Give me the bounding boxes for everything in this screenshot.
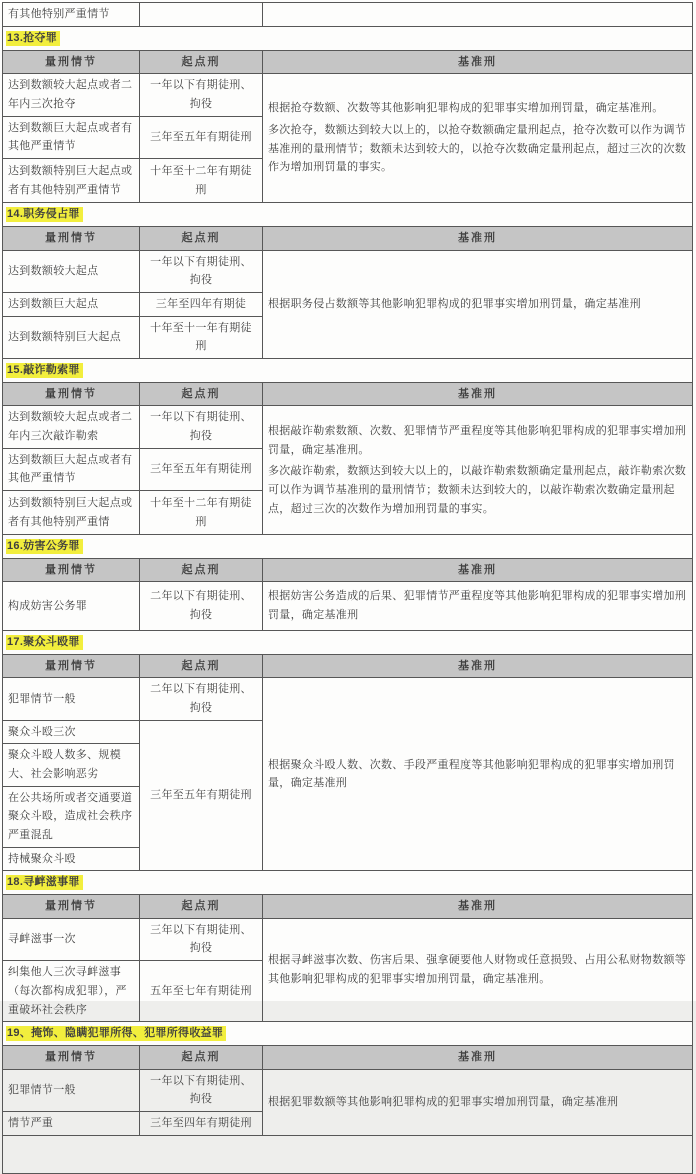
circumstance-cell: 情节严重: [3, 1111, 140, 1135]
baseline-cell: [263, 406, 693, 535]
column-header-row: [3, 654, 693, 678]
table-row: [3, 1135, 693, 1173]
column-header-circumstance: 量刑情节: [3, 1045, 140, 1069]
section-title-row: [3, 27, 693, 51]
penalty-cell: 一年以下有期徒刑、拘役: [140, 250, 263, 292]
section-title-18: [3, 871, 693, 895]
baseline-cell: [263, 250, 693, 358]
section-title-14: [3, 203, 693, 227]
penalty-cell: 十年至十二年有期徒刑: [140, 491, 263, 535]
circumstance-cell: 达到数额特别巨大起点或者有其他特别严重情: [3, 491, 140, 535]
column-header-baseline: 基准刑: [263, 558, 693, 582]
empty-cell: [3, 1135, 693, 1173]
highlighted-title: 18.寻衅滋事罪: [6, 875, 83, 890]
section-title-row: [3, 358, 693, 382]
column-header-circumstance: 量刑情节: [3, 50, 140, 74]
column-header-circumstance: 量刑情节: [3, 226, 140, 250]
circumstance-cell: 寻衅滋事一次: [3, 918, 140, 960]
circumstance-cell: 犯罪情节一般: [3, 678, 140, 720]
section-title-row: [3, 1022, 693, 1046]
table-row: [3, 250, 693, 292]
table-row: [3, 678, 693, 720]
circumstance-cell: 达到数额较大起点: [3, 250, 140, 292]
column-header-baseline: 基准刑: [263, 654, 693, 678]
section-title-16: [3, 535, 693, 559]
circumstance-cell: 犯罪情节一般: [3, 1069, 140, 1111]
column-header-circumstance: 量刑情节: [3, 558, 140, 582]
baseline-paragraph: 根据聚众斗殴人数、次数、手段严重程度等其他影响犯罪构成的犯罪事实增加刑罚量，确定基准刑: [268, 758, 675, 790]
highlighted-title: 14.职务侵占罪: [6, 207, 83, 222]
section-title-row: [3, 203, 693, 227]
circumstance-cell: 纠集他人三次寻衅滋事（每次都构成犯罪），严重破坏社会秩序: [3, 961, 140, 1022]
baseline-paragraph: 多次敲诈勒索，数额达到较大以上的，以敲诈勒索数额确定量刑起点，敲诈勒索次数可以作为调节基准刑的量刑情节；数额未达到较大的，以敲诈勒索次数确定量刑起点，超过三次的次数作为增加刑罚量的事实。: [268, 465, 687, 515]
column-header-row: [3, 1045, 693, 1069]
highlighted-title: 17.聚众斗殴罪: [6, 635, 83, 650]
circumstance-cell: 有其他特别严重情节: [3, 3, 140, 27]
baseline-paragraph: 根据寻衅滋事次数、伤害后果、强拿硬要他人财物或任意损毁、占用公私财物数额等其他影响犯罪构成的犯罪事实增加刑罚量，确定基准刑。: [268, 954, 687, 985]
penalty-cell: 五年至七年有期徒刑: [140, 961, 263, 1022]
section-title-row: [3, 535, 693, 559]
column-header-starting: 起点刑: [140, 1045, 263, 1069]
baseline-cell: [263, 3, 693, 27]
penalty-cell: 三年以下有期徒刑、拘役: [140, 918, 263, 960]
section-title-13: [3, 27, 693, 51]
table-row: [3, 3, 693, 27]
penalty-cell: 一年以下有期徒刑、拘役: [140, 406, 263, 448]
section-title-row: [3, 630, 693, 654]
penalty-cell: [140, 3, 263, 27]
baseline-paragraph: 根据犯罪数额等其他影响犯罪构成的犯罪事实增加刑罚量，确定基准刑: [268, 1095, 619, 1108]
circumstance-cell: 聚众斗殴三次: [3, 720, 140, 744]
table-row: [3, 1069, 693, 1111]
column-header-baseline: 基准刑: [263, 226, 693, 250]
column-header-row: [3, 382, 693, 406]
column-header-row: [3, 50, 693, 74]
table-row: [3, 582, 693, 630]
penalty-cell: 二年以下有期徒刑、拘役: [140, 582, 263, 630]
baseline-cell: [263, 918, 693, 1021]
column-header-row: [3, 895, 693, 919]
section-title-17: [3, 630, 693, 654]
circumstance-cell: 聚众斗殴人数多、规模大、社会影响恶劣: [3, 744, 140, 786]
column-header-starting: 起点刑: [140, 654, 263, 678]
baseline-cell: [263, 1069, 693, 1135]
circumstance-cell: 持械聚众斗殴: [3, 847, 140, 871]
penalty-cell: 二年以下有期徒刑、拘役: [140, 678, 263, 720]
penalty-cell: 一年以下有期徒刑、拘役: [140, 74, 263, 116]
circumstance-cell: 达到数额巨大起点或者有其他严重情节: [3, 448, 140, 490]
highlighted-title: 16.妨害公务罪: [6, 539, 83, 554]
column-header-circumstance: 量刑情节: [3, 654, 140, 678]
circumstance-cell: 达到数额巨大起点: [3, 292, 140, 316]
section-title-15: [3, 358, 693, 382]
baseline-paragraph: 根据妨害公务造成的后果、犯罪情节严重程度等其他影响犯罪构成的犯罪事实增加刑罚量，确定基准刑: [268, 590, 687, 622]
column-header-baseline: 基准刑: [263, 895, 693, 919]
circumstance-cell: 达到数额较大起点或者二年内三次抢夺: [3, 74, 140, 116]
penalty-cell: 三年至五年有期徒刑: [140, 116, 263, 158]
section-title-19: [3, 1022, 693, 1046]
baseline-paragraph: 根据抢夺数额、次数等其他影响犯罪构成的犯罪事实增加刑罚量，确定基准刑。: [268, 102, 664, 115]
column-header-row: [3, 558, 693, 582]
penalty-cell: 十年至十二年有期徒刑: [140, 159, 263, 203]
baseline-cell: [263, 582, 693, 630]
column-header-circumstance: 量刑情节: [3, 382, 140, 406]
baseline-paragraph: 多次抢夺，数额达到较大以上的，以抢夺数额确定量刑起点，抢夺次数可以作为调节基准刑的量刑情节；数额未达到较大的，以抢夺次数确定量刑起点，超过三次的次数作为增加刑罚量的事实。: [268, 124, 687, 174]
penalty-cell: 三年至五年有期徒刑: [140, 448, 263, 490]
circumstance-cell: 在公共场所或者交通要道聚众斗殴，造成社会秩序严重混乱: [3, 786, 140, 847]
highlighted-title: 19、掩饰、隐瞒犯罪所得、犯罪所得收益罪: [6, 1026, 226, 1041]
table-row: [3, 406, 693, 448]
column-header-baseline: 基准刑: [263, 50, 693, 74]
section-title-row: [3, 871, 693, 895]
circumstance-cell: 达到数额较大起点或者二年内三次敲诈勒索: [3, 406, 140, 448]
table-row: [3, 74, 693, 116]
column-header-row: [3, 226, 693, 250]
highlighted-title: 13.抢夺罪: [6, 31, 60, 46]
table-row: [3, 918, 693, 960]
column-header-starting: 起点刑: [140, 50, 263, 74]
column-header-circumstance: 量刑情节: [3, 895, 140, 919]
penalty-cell: 三年至四年有期徒刑: [140, 1111, 263, 1135]
baseline-cell: [263, 74, 693, 203]
column-header-baseline: 基准刑: [263, 382, 693, 406]
penalty-cell: 三年至四年有期徒: [140, 292, 263, 316]
circumstance-cell: 达到数额特别巨大起点或者有其他特别严重情节: [3, 159, 140, 203]
circumstance-cell: 达到数额巨大起点或者有其他严重情节: [3, 116, 140, 158]
column-header-starting: 起点刑: [140, 226, 263, 250]
column-header-starting: 起点刑: [140, 558, 263, 582]
penalty-cell: 十年至十一年有期徒刑: [140, 316, 263, 358]
sentencing-guideline-table: [2, 2, 693, 1174]
highlighted-title: 15.敲诈勒索罪: [6, 363, 83, 378]
penalty-cell: 一年以下有期徒刑、拘役: [140, 1069, 263, 1111]
baseline-paragraph: 根据职务侵占数额等其他影响犯罪构成的犯罪事实增加刑罚量，确定基准刑: [268, 297, 641, 310]
penalty-cell: 三年至五年有期徒刑: [140, 720, 263, 871]
baseline-paragraph: 根据敲诈勒索数额、次数、犯罪情节严重程度等其他影响犯罪构成的犯罪事实增加刑罚量，确定基准刑。: [268, 424, 687, 456]
column-header-starting: 起点刑: [140, 382, 263, 406]
baseline-cell: [263, 678, 693, 871]
circumstance-cell: 构成妨害公务罪: [3, 582, 140, 630]
circumstance-cell: 达到数额特别巨大起点: [3, 316, 140, 358]
column-header-starting: 起点刑: [140, 895, 263, 919]
column-header-baseline: 基准刑: [263, 1045, 693, 1069]
